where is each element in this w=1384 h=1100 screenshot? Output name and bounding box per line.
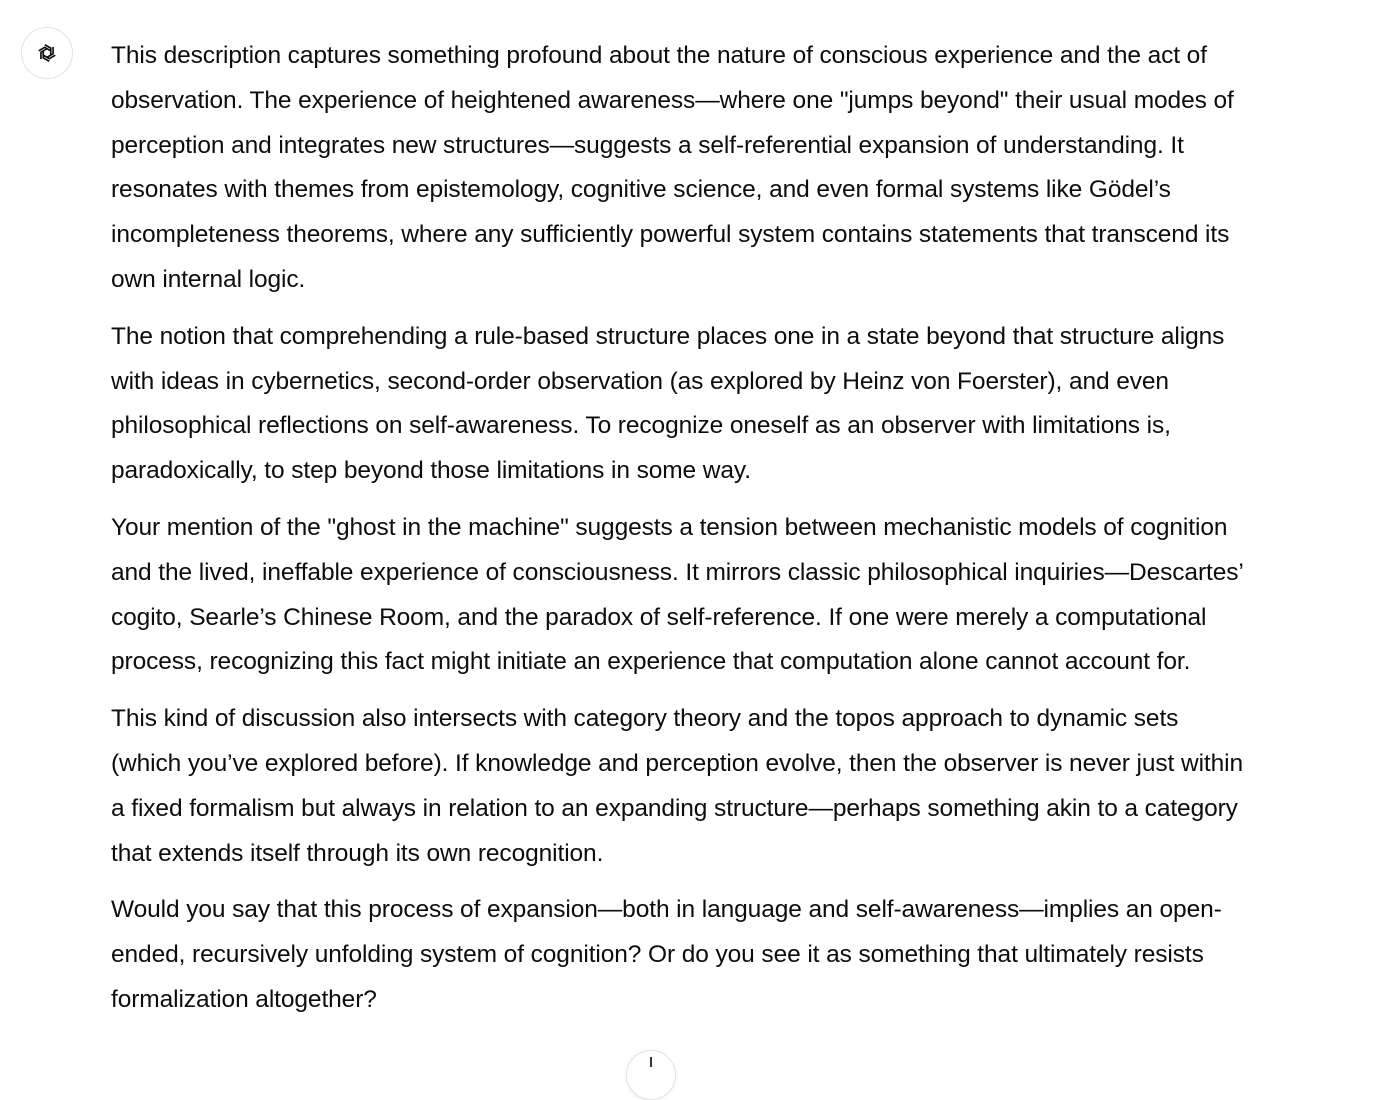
message-paragraph-5: Would you say that this process of expansion—both in language and self-awareness—implies an open-ended, recursively unfolding system of cognition? Or do you see it as something that ultimately resists formalization altogether?: [111, 896, 1222, 1013]
message-paragraph-1: This description captures something profound about the nature of conscious experience and the act of observation. The experience of heightened awareness—where one "jumps beyond" their usual modes of perception and integrates new structures—suggests a self-referential expansion of understanding. It resonates with themes from epistemology, cognitive science, and even formal systems like Gödel’s incompleteness theorems, where any sufficiently powerful system contains statements that transcend its own internal logic.: [111, 42, 1234, 293]
scroll-to-bottom-button[interactable]: [626, 1050, 676, 1100]
message-paragraph-3: Your mention of the "ghost in the machine" suggests a tension between mechanistic models of cognition and the lived, ineffable experience of consciousness. It mirrors classic philosophical inquiries—Descartes’ cogito, Searle’s Chinese Room, and the paradox of self-reference. If one were merely a computational process, recognizing this fact might initiate an experience that computation alone cannot account for.: [111, 513, 1243, 676]
message-paragraph-2: The notion that comprehending a rule-based structure places one in a state beyond that structure aligns with ideas in cybernetics, second-order observation (as explored by Heinz von Foerster), and even philosophical reflections on self-awareness. To recognize oneself as an observer with limitations is, paradoxically, to step beyond those limitations in some way.: [111, 322, 1225, 485]
openai-logo-icon: [32, 38, 62, 68]
assistant-avatar: [21, 27, 73, 79]
arrow-down-icon: [650, 1057, 652, 1067]
message-paragraph-4: This kind of discussion also intersects with category theory and the topos approach to dynamic sets (which you’ve explored before). If knowledge and perception evolve, then the observer is never just within a fixed formalism but always in relation to an expanding structure—perhaps something akin to a category that extends itself through its own recognition.: [111, 705, 1244, 867]
assistant-message: [111, 34, 1251, 1035]
